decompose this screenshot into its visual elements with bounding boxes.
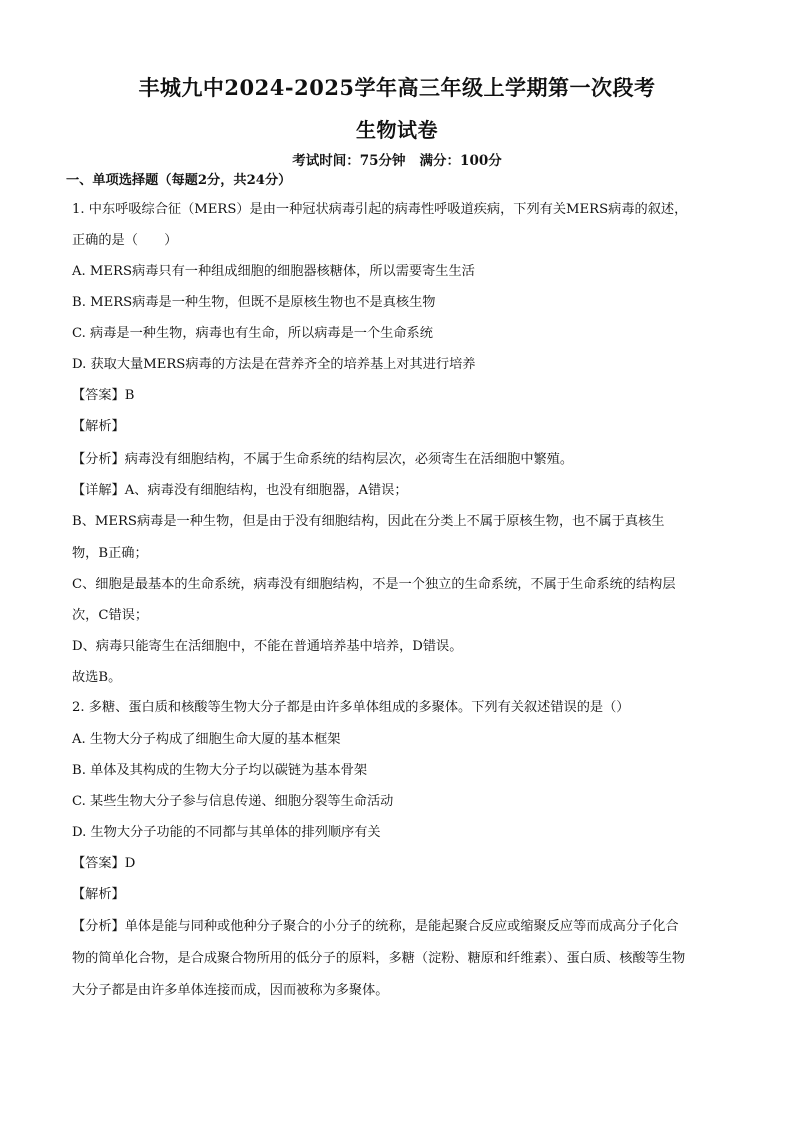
q1-conclusion: 故选B。 [72,670,122,685]
exam-info [0,149,794,169]
q2-fenxi-line2: 物的简单化合物，是合成聚合物所用的低分子的原料，多糖（淀粉、糖原和纤维素）、蛋白质、核酸等生物 [72,951,686,966]
q2-fenxi-line3: 大分子都是由许多单体连接而成，因而被称为多聚体。 [72,983,389,998]
exam-time: 考试时间：75分钟 [292,153,406,169]
q1-xiangjie-b-line1: B、MERS病毒是一种生物，但是由于没有细胞结构，因此在分类上不属于原核生物，也不属于真核生 [72,514,665,529]
q1-xiangjie-b-line2: 物，B正确； [72,546,148,561]
q1-option-a: A. MERS病毒只有一种组成细胞的细胞器核糖体，所以需要寄生生活 [72,264,475,279]
q1-fenxi: 【分析】病毒没有细胞结构，不属于生命系统的结构层次，必须寄生在活细胞中繁殖。 [72,452,574,467]
q2-option-a: A. 生物大分子构成了细胞生命大厦的基本框架 [72,732,341,747]
q2-option-b: B. 单体及其构成的生物大分子均以碳链为基本骨架 [72,763,368,778]
q2-stem: 2. 多糖、蛋白质和核酸等生物大分子都是由许多单体组成的多聚体。下列有关叙述错误的是（） [72,700,630,715]
q1-option-c: C. 病毒是一种生物，病毒也有生命，所以病毒是一个生命系统 [72,326,433,341]
q1-analysis-label: 【解析】 [72,419,125,434]
q1-stem-line2: 正确的是（ ） [72,233,178,248]
q1-option-b: B. MERS病毒是一种生物，但既不是原核生物也不是真核生物 [72,295,436,310]
section-heading: 一、单项选择题（每题2分，共24分） [66,173,292,188]
q1-stem-line1: 1. 中东呼吸综合征（MERS）是由一种冠状病毒引起的病毒性呼吸道疾病，下列有关MERS病毒的叙述， [72,202,688,217]
q2-answer: 【答案】D [72,856,136,871]
q1-xiangjie-a: 【详解】A、病毒没有细胞结构，也没有细胞器，A错误； [72,483,408,498]
q1-xiangjie-d: D、病毒只能寄生在活细胞中，不能在普通培养基中培养，D错误。 [72,639,463,654]
q1-answer: 【答案】B [72,388,135,403]
full-score: 满分：100分 [419,153,502,169]
q1-xiangjie-c-line1: C、细胞是最基本的生命系统，病毒没有细胞结构，不是一个独立的生命系统，不属于生命系统的结构层 [72,577,676,592]
exam-subtitle: 生物试卷 [356,118,438,142]
q2-analysis-label: 【解析】 [72,887,125,902]
q2-option-d: D. 生物大分子功能的不同都与其单体的排列顺序有关 [72,825,381,840]
exam-title: 丰城九中2024-2025学年高三年级上学期第一次段考 [138,75,656,100]
q2-option-c: C. 某些生物大分子参与信息传递、细胞分裂等生命活动 [72,794,394,809]
q2-fenxi-line1: 【分析】单体是能与同种或他种分子聚合的小分子的统称，是能起聚合反应或缩聚反应等而成高分子化合 [72,919,679,934]
q1-option-d: D. 获取大量MERS病毒的方法是在营养齐全的培养基上对其进行培养 [72,357,476,372]
q1-xiangjie-c-line2: 次，C错误； [72,608,149,623]
